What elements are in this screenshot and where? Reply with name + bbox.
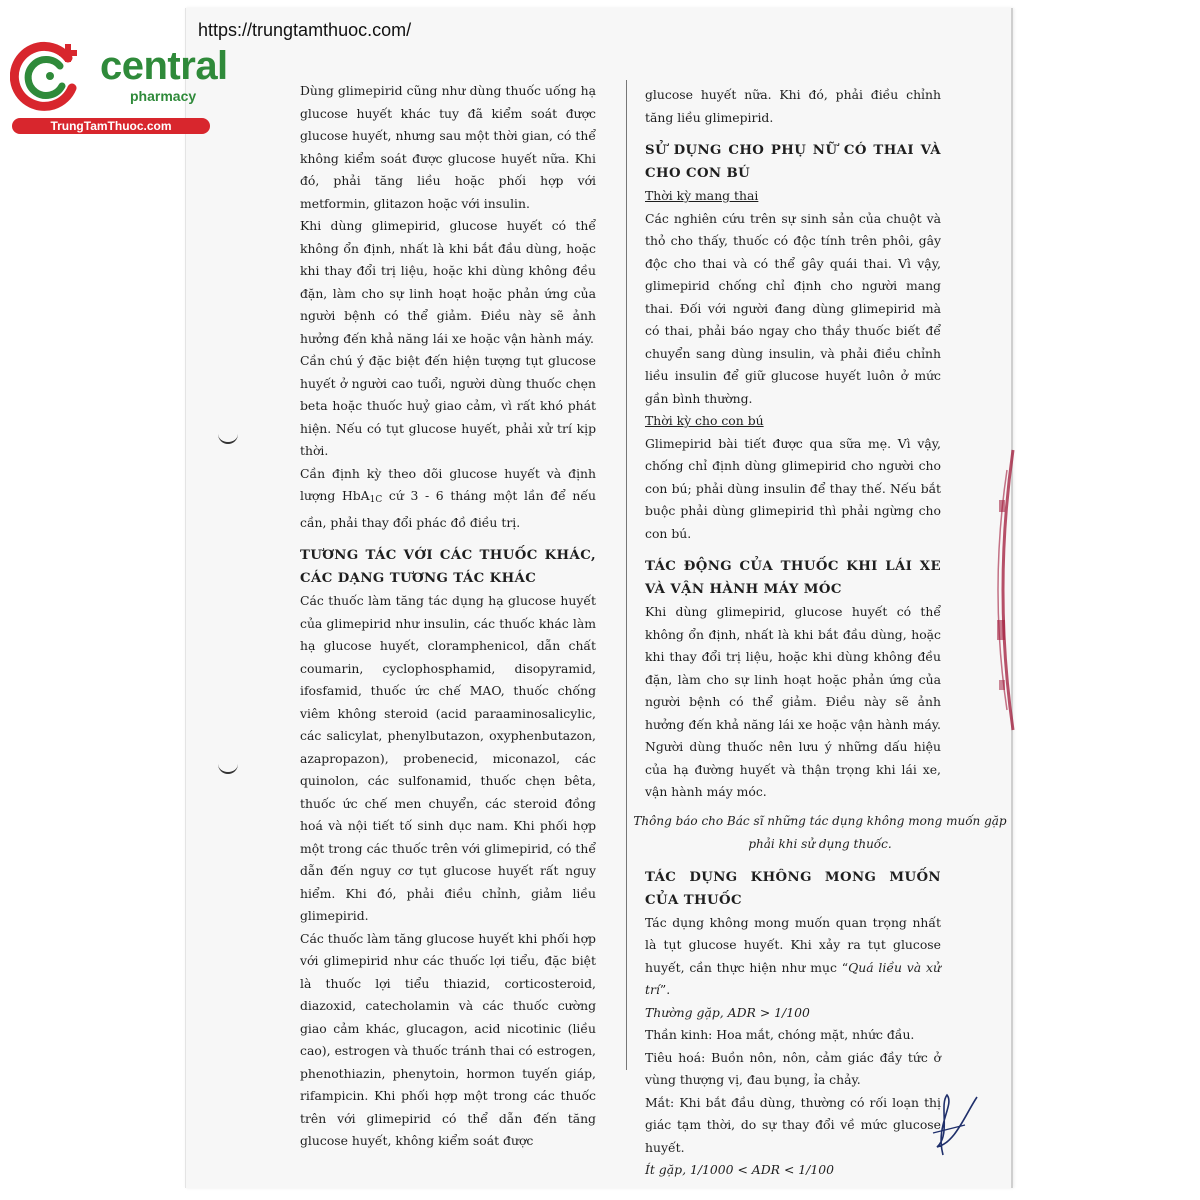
text-run: cứ 3 - 6 tháng một lần để nếu cần, phải thay đổi phác đồ điều trị. — [300, 488, 596, 530]
paragraph: glucose huyết nữa. Khi đó, phải điều chỉnh tăng liều glimepirid. — [645, 87, 941, 125]
section-heading-interactions: TƯƠNG TÁC VỚI CÁC THUỐC KHÁC, CÁC DẠNG TƯƠNG TÁC KHÁC — [300, 548, 596, 586]
right-column — [633, 84, 1007, 1182]
source-url[interactable]: https://trungtamthuoc.com/ — [198, 20, 412, 40]
subheading-breastfeeding: Thời kỳ cho con bú — [645, 413, 764, 428]
pharmacy-logo[interactable] — [10, 36, 228, 136]
paragraph: Khi dùng glimepirid, glucose huyết có thể không ổn định, nhất là khi bắt đầu dùng, hoặc khi thay đổi trị liệu, hoặc khi dùng không đều đặn, làm cho sự linh hoạt hoặc phản ứng của người bệnh có thể giảm. Điều này sẽ ảnh hưởng đến khả năng lái xe hoặc vận hành máy. — [300, 218, 596, 346]
company-stamp-icon — [985, 440, 1015, 740]
paragraph: Mắt: Khi bắt đầu dùng, thường có rối loạn thị giác tạm thời, do sự thay đổi về mức glucose huyết. — [645, 1094, 941, 1155]
paragraph: Dùng glimepirid cũng như dùng thuốc uống hạ glucose huyết khác tuy đã kiểm soát được glucose huyết, nhưng sau một thời gian, có thể không kiểm soát được glucose huyết nữa. Khi đó, phải tăng liều hoặc phối hợp với metformin, glitazon hoặc với insulin. — [300, 83, 596, 211]
signature-icon — [925, 1085, 985, 1165]
paragraph — [645, 912, 941, 1002]
section-heading-pregnancy: SỬ DỤNG CHO PHỤ NỮ CÓ THAI VÀ CHO CON BÚ — [645, 143, 941, 181]
text-run: ”. — [659, 982, 671, 997]
paragraph: Tiêu hoá: Buồn nôn, nôn, cảm giác đầy tức ở vùng thượng vị, đau bụng, ỉa chảy. — [645, 1049, 941, 1087]
paragraph: Các nghiên cứu trên sự sinh sản của chuột và thỏ cho thấy, thuốc có độc tính trên phôi, gây độc cho thai và có thể gây quái thai. Vì vậy, glimepirid chống chỉ định cho người mang thai. Đối với người đang dùng glimepirid mà có thai, phải báo ngay cho thầy thuốc biết để chuyển sang dùng insulin, và phải điều chỉnh liều insulin để giữ glucose huyết luôn ở mức gần bình thường. — [645, 210, 941, 406]
section-heading-driving: TÁC ĐỘNG CỦA THUỐC KHI LÁI XE VÀ VẬN HÀNH MÁY MÓC — [645, 559, 941, 597]
paragraph — [300, 463, 596, 535]
paragraph: Glimepirid bài tiết được qua sữa mẹ. Vì vậy, chống chỉ định dùng glimepirid cho người cho con bú; phải dùng insulin để thay thế. Nếu bắt buộc phải dùng glimepirid thì phải ngừng cho con bú. — [645, 435, 941, 541]
paragraph: Các thuốc làm tăng tác dụng hạ glucose huyết của glimepirid như insulin, các thuốc khác làm hạ glucose huyết, cloramphenicol, dẫn chất coumarin, cyclophosphamid, disopyramid, ifosfamid, thuốc ức chế MAO, thuốc chống viêm không steroid (acid paraaminosalicylic, các salicylat, phenylbutazon, oxyphenbutazon, azapropazon), probenecid, miconazol, các quinolon, các sulfonamid, thuốc chẹn bêta, thuốc ức chế men chuyển, các steroid đồng hoá và nội tiết tố sinh dục nam. Khi phối hợp một trong các thuốc trên với glimepirid, có thể dẫn đến nguy cơ tụt glucose huyết rất nguy hiểm. Khi đó, phải điều chỉnh, giảm liều glimepirid. — [300, 593, 596, 923]
frequency-common: Thường gặp, ADR > 1/100 — [645, 1004, 810, 1020]
logo-badge: TrungTamThuoc.com — [12, 118, 210, 134]
section-heading-adverse: TÁC DỤNG KHÔNG MONG MUỐN CỦA THUỐC — [645, 869, 941, 908]
paragraph: Thần kinh: Hoa mắt, chóng mặt, nhức đầu. — [645, 1027, 915, 1042]
left-column — [300, 80, 596, 1153]
paragraph: Cần chú ý đặc biệt đến hiện tượng tụt glucose huyết ở người cao tuổi, người dùng thuốc chẹn beta hoặc thuốc huỷ giao cảm, vì rất khó phát hiện. Nếu có tụt glucose huyết, phải xử trí kịp thời. — [300, 353, 596, 458]
column-divider — [626, 80, 627, 1070]
logo-wordmark: central — [100, 44, 228, 88]
text-run: Tác dụng không mong muốn quan trọng nhất là tụt glucose huyết. Khi xảy ra tụt glucose huyết, cần thực hiện như mục “ — [645, 914, 941, 975]
text-run: Cần định kỳ theo dõi glucose huyết và định lượng HbA — [300, 465, 596, 503]
frequency-uncommon: Ít gặp, 1/1000 < ADR < 1/100 — [645, 1162, 834, 1177]
subheading-pregnancy: Thời kỳ mang thai — [645, 188, 759, 203]
paragraph: Các thuốc làm tăng glucose huyết khi phối hợp với glimepirid như các thuốc lợi tiểu, đặc biệt là thuốc lợi tiểu thiazid, corticosteroid, diazoxid, catecholamin và các thuốc cường giao cảm khác, glucagon, acid nicotinic (liều cao), estrogen và thuốc tránh thai có estrogen, phenothiazin, phenytoin, hormon tuyến giáp, rifampicin. Khi phối hợp một trong các thuốc trên với glimepirid có thể dẫn đến tăng glucose huyết, không kiểm soát được — [300, 930, 596, 1148]
logo-emblem-icon — [10, 36, 90, 116]
italic-ref: Quá liều và xử trí — [645, 959, 941, 997]
paragraph: Khi dùng glimepirid, glucose huyết có thể không ổn định, nhất là khi bắt đầu dùng, hoặc khi thay đổi trị liệu, hoặc khi dùng không đều đặn, làm cho sự linh hoạt hoặc phản ứng của người bệnh có thể giảm. Điều này sẽ ảnh hưởng đến khả năng lái xe hoặc vận hành máy. Người dùng thuốc nên lưu ý những dấu hiệu của hạ đường huyết và thận trọng khi lái xe, vận hành máy móc. — [645, 604, 941, 799]
logo-subtitle: pharmacy — [130, 88, 197, 104]
subscript: 1C — [369, 495, 383, 505]
doctor-notice: Thông báo cho Bác sĩ những tác dụng không mong muốn gặp phải khi sử dụng thuốc. — [633, 813, 1007, 851]
